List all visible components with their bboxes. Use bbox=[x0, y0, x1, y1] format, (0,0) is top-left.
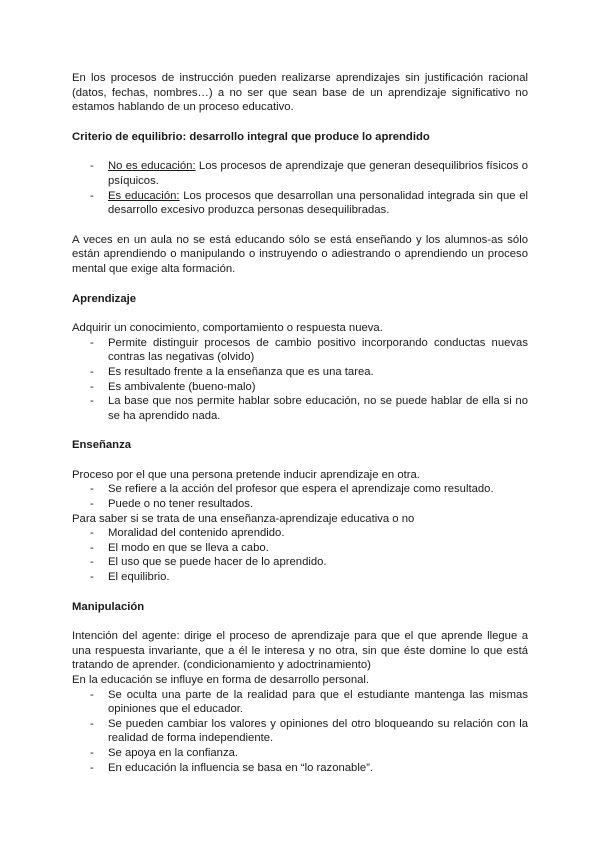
ensenanza-list bbox=[72, 482, 528, 511]
criterio-heading: Criterio de equilibrio: desarrollo integral que produce lo aprendido bbox=[72, 130, 430, 143]
list-item-text: En educación la influencia se basa en “lo razonable”. bbox=[108, 761, 374, 774]
list-item-text: El equilibrio. bbox=[108, 571, 170, 584]
list-item bbox=[72, 189, 528, 218]
list-item-text: El modo en que se lleva a cabo. bbox=[108, 541, 269, 554]
manipulacion-heading: Manipulación bbox=[72, 600, 145, 613]
dash-marker: - bbox=[90, 541, 94, 554]
criterio-list bbox=[72, 159, 528, 217]
list-item-text: Se oculta una parte de la realidad para que el estudiante mantenga las mismas opiniones que el educador. bbox=[108, 688, 528, 716]
list-item-text: Es ambivalente (bueno-malo) bbox=[108, 380, 256, 393]
list-item-text: Se refiere a la acción del profesor que espera el aprendizaje como resultado. bbox=[108, 483, 494, 496]
dash-marker: - bbox=[90, 688, 94, 701]
manipulacion-definition: Intención del agente: dirige el proceso de aprendizaje para que el que aprende llegue a una respuesta invariante, que a él le interesa y no otra, sin que éste domine lo que está tratando de aprender. (condicionamiento y adoctrinamiento) bbox=[72, 630, 528, 672]
list-item bbox=[72, 688, 528, 717]
list-item bbox=[72, 336, 528, 365]
dash-marker: - bbox=[90, 365, 94, 378]
ensenanza-heading: Enseñanza bbox=[72, 439, 132, 452]
list-item-text: Permite distinguir procesos de cambio positivo incorporando conductas nuevas contras las negativas (olvido) bbox=[108, 336, 528, 364]
dash-marker: - bbox=[90, 160, 94, 173]
list-item bbox=[72, 497, 528, 512]
intro-paragraph: En los procesos de instrucción pueden realizarse aprendizajes sin justificación racional (datos, fechas, nombres…) a no ser que sean base de un aprendizaje significativo no estamos hablando de un proceso educativo. bbox=[72, 72, 528, 114]
list-item-text: Es resultado frente a la enseñanza que es una tarea. bbox=[108, 365, 374, 378]
criterio-paragraph: A veces en un aula no se está educando sólo se está enseñando y los alumnos-as sólo están aprendiendo o manipulando o instruyendo o adiestrando o aprendiendo un proceso mental que exige alta formación. bbox=[72, 233, 528, 275]
dash-marker: - bbox=[90, 717, 94, 730]
list-item-text: El uso que se puede hacer de lo aprendido. bbox=[108, 556, 327, 569]
dash-marker: - bbox=[90, 498, 94, 511]
list-item-text: Puede o no tener resultados. bbox=[108, 498, 254, 511]
dash-marker: - bbox=[90, 527, 94, 540]
document-page bbox=[72, 71, 528, 775]
list-item-text: Se apoya en la confianza. bbox=[108, 746, 239, 759]
ensenanza-sublist bbox=[72, 526, 528, 584]
list-item-text: Se pueden cambiar los valores y opiniones del otro bloqueando su relación con la realidad de forma independiente. bbox=[108, 717, 528, 745]
list-item bbox=[72, 380, 528, 395]
list-item bbox=[72, 570, 528, 585]
aprendizaje-list bbox=[72, 336, 528, 424]
list-item bbox=[72, 365, 528, 380]
aprendizaje-definition: Adquirir un conocimiento, comportamiento o respuesta nueva. bbox=[72, 322, 383, 335]
list-item bbox=[72, 394, 528, 423]
dash-marker: - bbox=[90, 189, 94, 202]
dash-marker: - bbox=[90, 571, 94, 584]
dash-marker: - bbox=[90, 556, 94, 569]
list-item-text: Los procesos de aprendizaje que generan desequilibrios físicos o psíquicos. bbox=[108, 160, 528, 187]
list-item bbox=[72, 541, 528, 556]
dash-marker: - bbox=[90, 483, 94, 496]
list-item bbox=[72, 746, 528, 761]
es-educacion-label: Es educación: bbox=[108, 189, 180, 202]
dash-marker: - bbox=[90, 746, 94, 759]
dash-marker: - bbox=[90, 380, 94, 393]
list-item bbox=[72, 555, 528, 570]
list-item bbox=[72, 761, 528, 776]
list-item-text: Los procesos que desarrollan una personalidad integrada sin que el desarrollo excesivo produzca personas desequilibradas. bbox=[108, 189, 529, 217]
list-item bbox=[72, 526, 528, 541]
dash-marker: - bbox=[90, 761, 94, 774]
ensenanza-subintro: Para saber si se trata de una enseñanza-aprendizaje educativa o no bbox=[72, 512, 415, 525]
manipulacion-subintro: En la educación se influye en forma de desarrollo personal. bbox=[72, 674, 370, 686]
dash-marker: - bbox=[90, 395, 94, 408]
list-item bbox=[72, 159, 528, 188]
no-educacion-label: No es educación: bbox=[108, 160, 196, 173]
ensenanza-definition: Proceso por el que una persona pretende inducir aprendizaje en otra. bbox=[72, 468, 420, 481]
dash-marker: - bbox=[90, 336, 94, 349]
list-item-text: Moralidad del contenido aprendido. bbox=[108, 527, 285, 540]
list-item-text: La base que nos permite hablar sobre educación, no se puede hablar de ella si no se ha aprendido nada. bbox=[108, 395, 528, 422]
aprendizaje-heading: Aprendizaje bbox=[72, 292, 137, 305]
list-item bbox=[72, 717, 528, 746]
manipulacion-list bbox=[72, 688, 528, 776]
list-item bbox=[72, 482, 528, 497]
